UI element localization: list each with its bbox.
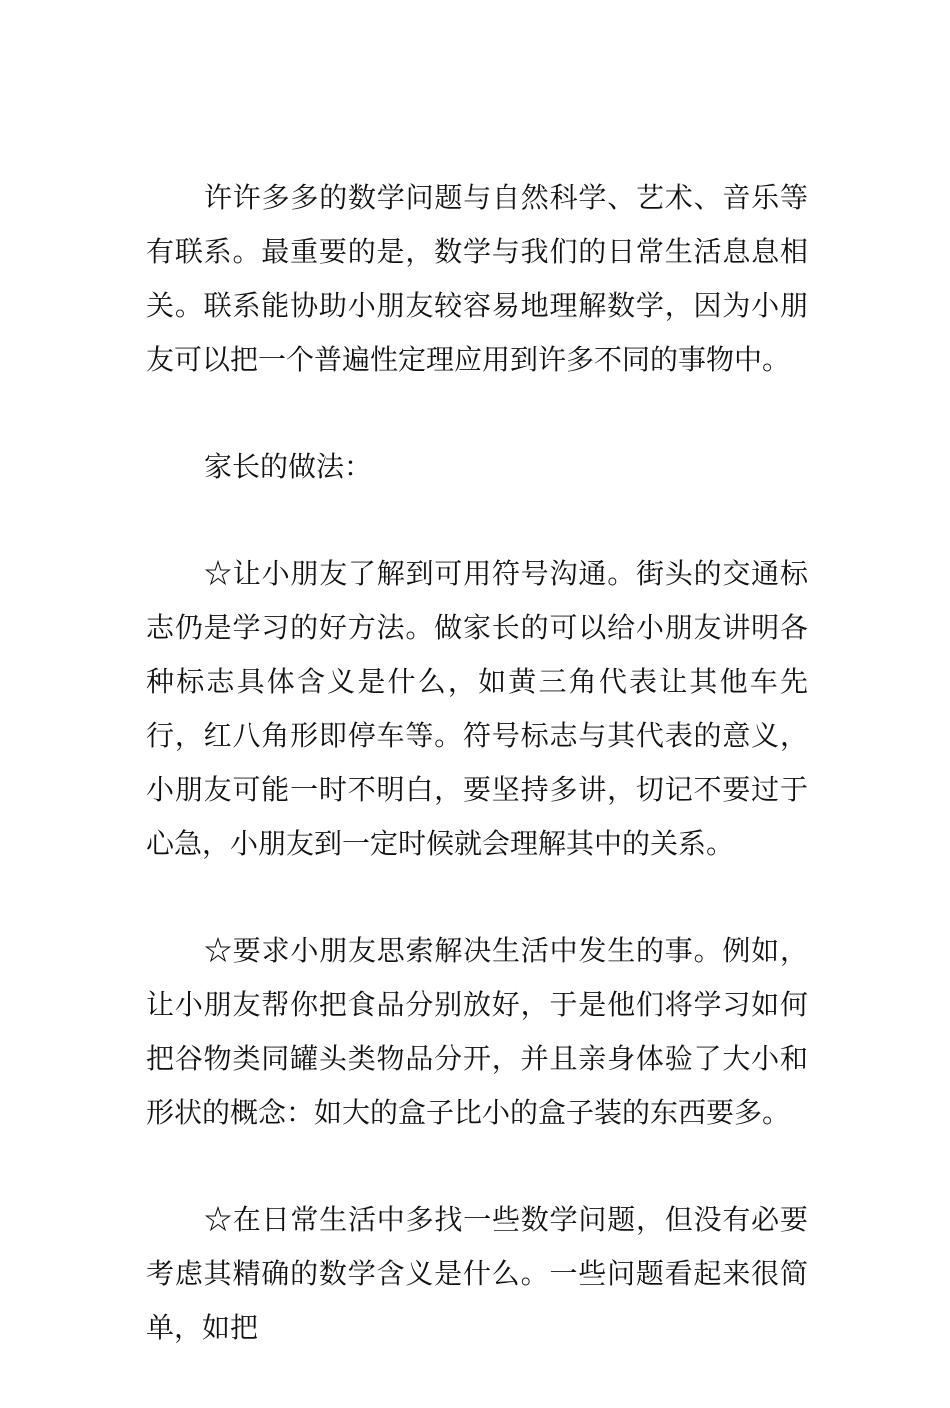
paragraph-solve-daily-problems: ☆要求小朋友思索解决生活中发生的事。例如，让小朋友帮你把食品分别放好，于是他们将学习如何把谷物类同罐头类物品分开，并且亲身体验了大小和形状的概念：如大的盒子比小的盒子装的东西要多。 [146, 934, 808, 1129]
paragraph-math-connections: 许许多多的数学问题与自然科学、艺术、音乐等有联系。最重要的是，数学与我们的日常生活息息相关。联系能协助小朋友较容易地理解数学，因为小朋友可以把一个普遍性定理应用到许多不同的事物中。 [146, 181, 808, 376]
document-body [146, 171, 808, 1408]
section-heading-parent-methods: 家长的做法： [204, 450, 373, 483]
paragraph-find-math-problems: ☆在日常生活中多找一些数学问题，但没有必要考虑其精确的数学含义是什么。一些问题看起来很简单，如把 [146, 1203, 808, 1344]
paragraph-symbols-communication: ☆让小朋友了解到可用符号沟通。街头的交通标志仍是学习的好方法。做家长的可以给小朋友讲明各种标志具体含义是什么，如黄三角代表让其他车先行，红八角形即停车等。符号标志与其代表的意义，小朋友可能一时不明白，要坚持多讲，切记不要过于心急，小朋友到一定时候就会理解其中的关系。 [146, 557, 808, 860]
